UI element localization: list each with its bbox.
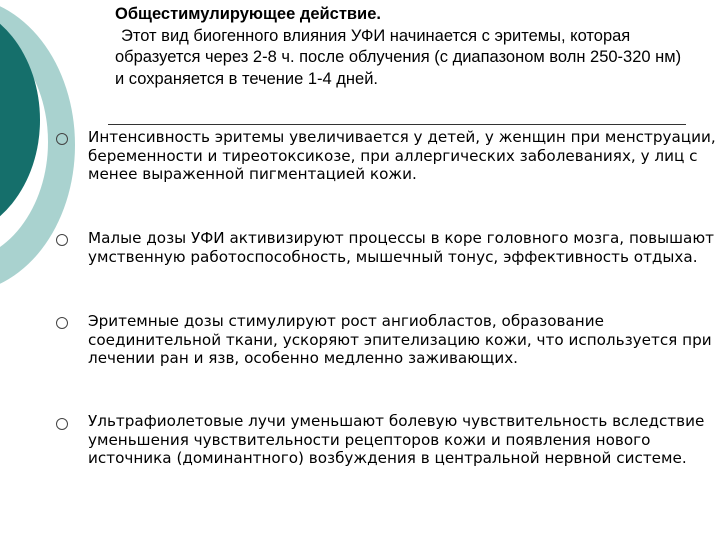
bullet-icon <box>56 133 68 145</box>
list-item: Малые дозы УФИ активизируют процессы в коре головного мозга, повышают умственную работоспособность, мышечный тонус, эффективность отдыха. <box>88 229 714 266</box>
header-title: Общестимулирующее действие. <box>115 5 381 23</box>
list-item: Эритемные дозы стимулируют рост ангиобластов, образование соединительной ткани, ускоряют эпителизацию кожи, что используется при лечении ран и язв, особенно медленно заживающих. <box>88 312 712 368</box>
bullet-icon <box>56 234 68 246</box>
header-body: Этот вид биогенного влияния УФИ начинается с эритемы, которая образуется через 2-8 ч. после облучения (с диапазоном волн 250-320 нм) и сохраняется в течение 1-4 дней. <box>115 26 682 88</box>
list-item: Ультрафиолетовые лучи уменьшают болевую чувствительность вследствие уменьшения чувствительности рецепторов кожи и появления нового источника (доминантного) возбуждения в центральной нервной системе. <box>88 412 705 468</box>
bullet-icon <box>56 317 68 329</box>
bullet-icon <box>56 418 68 430</box>
list-item: Интенсивность эритемы увеличивается у детей, у женщин при менструации, беременности и тиреотоксикозе, при аллергических заболеваниях, у лиц с менее выраженной пигментацией кожи. <box>88 128 716 184</box>
divider <box>108 124 686 125</box>
header-block <box>115 4 685 90</box>
